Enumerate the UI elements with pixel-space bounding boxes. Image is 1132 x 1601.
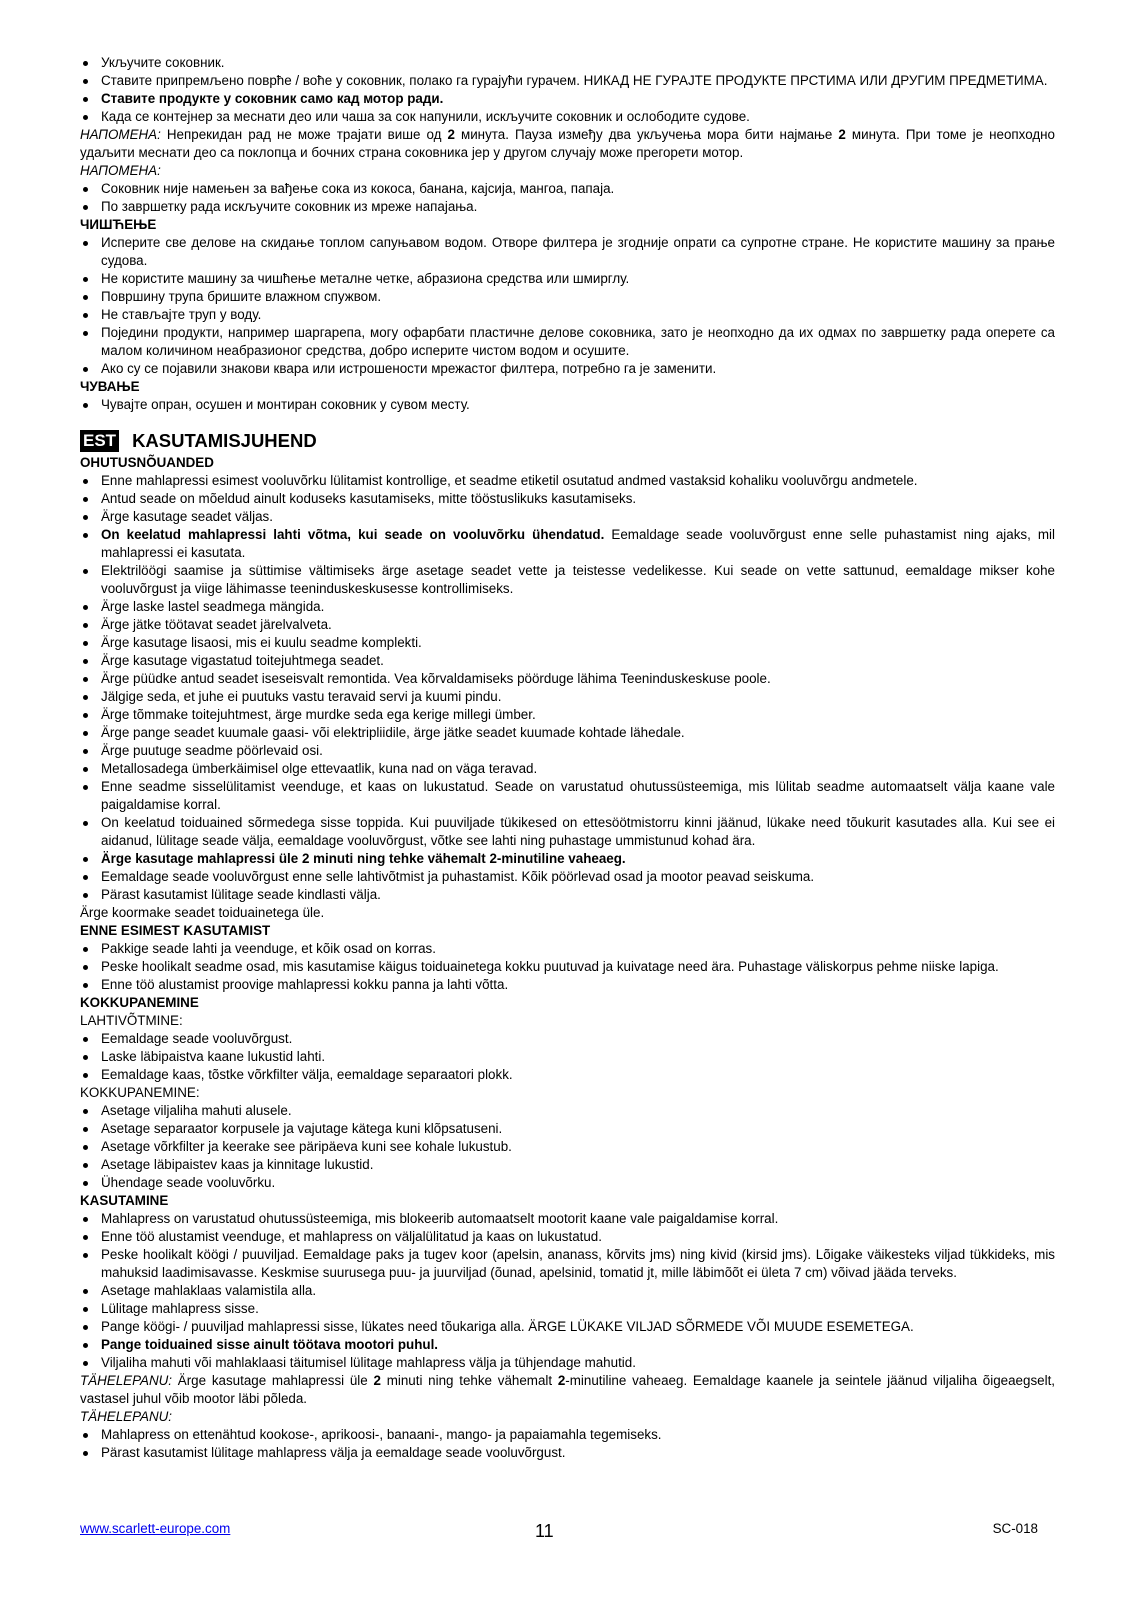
- list-item: Enne töö alustamist veenduge, et mahlapress on väljalülitatud ja kaas on lukustatud.: [80, 1228, 1055, 1246]
- list-item: Pange toiduained sisse ainult töötava mootori puhul.: [80, 1336, 1055, 1354]
- list-item: Pange köögi- / puuviljad mahlapressi sisse, lükates need tõukariga alla. ÄRGE LÜKAKE VILJAD SÕRMEDE VÕI MUUDE ESEMETEGA.: [80, 1318, 1055, 1336]
- attention-label: TÄHELEPANU:: [80, 1409, 173, 1424]
- note-text: минута. При томе је неопходно удаљити меснати део са поклопца и бочних страна соковника јер у другом случају може прегорети мотор.: [80, 127, 1056, 160]
- disassembly-subheading: LAHTIVÕTMINE:: [80, 1013, 183, 1028]
- serbian-note-list: [80, 180, 1055, 216]
- list-item: Asetage viljaliha mahuti alusele.: [80, 1102, 1055, 1120]
- list-item: Ühendage seade vooluvõrku.: [80, 1174, 1055, 1192]
- list-item: Eemaldage seade vooluvõrgust.: [80, 1030, 1055, 1048]
- list-item: Укључите соковник.: [80, 54, 1055, 72]
- list-item: Elektrilöögi saamise ja süttimise vältimiseks ärge asetage seadet vette ja teistesse vedelikesse. Kui seade on vette sattunud, eemaldage mikser kohe vooluvõrgust ja viige lähimasse teeninduskeskusesse kontrollimiseks.: [80, 562, 1055, 598]
- list-item: Pärast kasutamist lülitage mahlapress välja ja eemaldage seade vooluvõrgust.: [80, 1444, 1055, 1462]
- list-item: Laske läbipaistva kaane lukustid lahti.: [80, 1048, 1055, 1066]
- list-item: Не стављајте труп у воду.: [80, 306, 1055, 324]
- model-number: SC-018: [992, 1521, 1038, 1536]
- list-item: Viljaliha mahuti või mahlaklaasi täitumisel lülitage mahlapress välja ja tühjendage mahutid.: [80, 1354, 1055, 1372]
- list-item: Antud seade on mõeldud ainult koduseks kasutamiseks, mitte tööstuslikuks kasutamiseks.: [80, 490, 1055, 508]
- safety-plain-line: Ärge koormake seadet toiduainetega üle.: [80, 905, 325, 920]
- list-item: Исперите све делове на скидање топлом сапуњавом водом. Отворе филтера је згодније опрати са супротне стране. Не користите машину за прање судова.: [80, 234, 1055, 270]
- list-item: Asetage separaator korpusele ja vajutage kätega kuni klõpsatuseni.: [80, 1120, 1055, 1138]
- list-item: Metallosadega ümberkäimisel olge ettevaatlik, kuna nad on väga teravad.: [80, 760, 1055, 778]
- list-item: Соковник није намењен за вађење сока из кокоса, банана, кајсија, мангоа, папаја.: [80, 180, 1055, 198]
- list-item: Enne seadme sisselülitamist veenduge, et kaas on lukustatud. Seade on varustatud ohutussüsteemiga, mis lülitab seadme automaatselt välja kaane vale paigaldamise korral.: [80, 778, 1055, 814]
- bold-lead: On keelatud mahlapressi lahti võtma, kui seade on vooluvõrku ühendatud.: [101, 527, 605, 542]
- list-item: Ärge kasutage seadet väljas.: [80, 508, 1055, 526]
- website-link[interactable]: www.scarlett-europe.com: [80, 1521, 231, 1536]
- usage-heading: KASUTAMINE: [80, 1193, 169, 1208]
- list-item: Asetage mahlaklaas valamistila alla.: [80, 1282, 1055, 1300]
- list-item: Eemaldage seade vooluvõrgust enne selle lahtivõtmist ja puhastamist. Kõik pöörlevad osad ja mootor peavad seiskuma.: [80, 868, 1055, 886]
- note-text: -minutiline vaheaeg. Eemaldage kaanele ja seintele jäänud viljaliha õigeaegselt, vastasel juhul võib mootor läbi põleda.: [80, 1373, 1056, 1406]
- list-item: Eemaldage kaas, tõstke võrkfilter välja, eemaldage separaatori plokk.: [80, 1066, 1055, 1084]
- disassembly-list: [80, 1030, 1055, 1084]
- list-item: По завршетку рада искључите соковник из мреже напајања.: [80, 198, 1055, 216]
- section-heading: [80, 429, 1055, 453]
- list-item: Lülitage mahlapress sisse.: [80, 1300, 1055, 1318]
- item-text: Eemaldage seade vooluvõrgust enne selle puhastamist ning ajaks, mil mahlapressi ei kasutata.: [101, 527, 1055, 560]
- list-item: Pakkige seade lahti ja veenduge, et kõik osad on korras.: [80, 940, 1055, 958]
- assembly-list: [80, 1102, 1055, 1192]
- serbian-note-label: НАПОМЕНА:: [80, 163, 161, 178]
- storage-list: [80, 396, 1055, 414]
- list-item: Peske hoolikalt seadme osad, mis kasutamise käigus toiduainetega kokku puutuvad ja kuivatage need ära. Puhastage väliskorpus pehme niiske lapiga.: [80, 958, 1055, 976]
- list-item: Ärge kasutage lisaosi, mis ei kuulu seadme komplekti.: [80, 634, 1055, 652]
- note-number: 2: [373, 1373, 381, 1388]
- list-item: Када се контејнер за меснати део или чаша за сок напунили, искључите соковник и ослободите судове.: [80, 108, 1055, 126]
- list-item: Pärast kasutamist lülitage seade kindlasti välja.: [80, 886, 1055, 904]
- cleaning-heading: ЧИШЋЕЊЕ: [80, 217, 157, 232]
- language-badge: EST: [80, 430, 119, 452]
- attention-note: [80, 1372, 1055, 1408]
- list-item: Enne mahlapressi esimest vooluvõrku lülitamist kontrollige, et seadme etiketil osutatud andmed vastaksid kohaliku vooluvõrgu andmetele.: [80, 472, 1055, 490]
- serbian-note: [80, 126, 1055, 162]
- list-item: On keelatud toiduained sõrmedega sisse toppida. Kui puuviljade tükikesed on ettesöötmistorru kinni jäänud, lükake need tõukurit kasutades alla. Kui see ei aidanud, lülitage seade välja, eemaldage vooluvõrgust, võtke see lahti ning puhastage ummistunud kohad ära.: [80, 814, 1055, 850]
- list-item: Површину трупа бришите влажном спужвом.: [80, 288, 1055, 306]
- list-item: Ärge tõmmake toitejuhtmest, ärge murdke seda ega kerige millegi ümber.: [80, 706, 1055, 724]
- note-number: 2: [447, 127, 455, 142]
- list-item: Чувајте опран, осушен и монтиран соковник у сувом месту.: [80, 396, 1055, 414]
- list-item: Enne töö alustamist proovige mahlapressi kokku panna ja lahti võtta.: [80, 976, 1055, 994]
- note-label: TÄHELEPANU:: [80, 1373, 173, 1388]
- note-label: НАПОМЕНА:: [80, 127, 161, 142]
- note-text: Ärge kasutage mahlapressi üle: [172, 1373, 374, 1388]
- section-title: KASUTAMISJUHEND: [132, 430, 317, 451]
- before-first-use-heading: ENNE ESIMEST KASUTAMIST: [80, 923, 271, 938]
- list-item: Asetage läbipaistev kaas ja kinnitage lukustid.: [80, 1156, 1055, 1174]
- list-item: Asetage võrkfilter ja keerake see päripäeva kuni see kohale lukustub.: [80, 1138, 1055, 1156]
- list-item: Ставите продукте у соковник само кад мотор ради.: [80, 90, 1055, 108]
- note-text: минута. Пауза између два укључења мора бити најмање: [454, 127, 839, 142]
- note-text: Непрекидан рад не може трајати више од: [160, 127, 448, 142]
- list-item: Ставите припремљено поврће / воће у соковник, полако га гурајући гурачем. НИКАД НЕ ГУРАЈТЕ ПРОДУКТЕ ПРСТИМА ИЛИ ДРУГИМ ПРЕДМЕТИМА.: [80, 72, 1055, 90]
- attention-list: [80, 1426, 1055, 1462]
- list-item: Ärge püüdke antud seadet iseseisvalt remontida. Vea kõrvaldamiseks pöörduge lähima Teeninduskeskuse poole.: [80, 670, 1055, 688]
- list-item: Peske hoolikalt köögi / puuviljad. Eemaldage paks ja tugev koor (apelsin, ananass, kõrvits jms) ning kivid (kirsid jms). Lõigake väikesteks viljad tükkideks, mis mahuksid laadimisavasse. Keskmise suurusega puu- ja juurviljad (õunad, apelsinid, tomatid jt, mille läbimõõt ei ületa 7 cm) võivad jääda terveks.: [80, 1246, 1055, 1282]
- note-number: 2: [838, 127, 846, 142]
- list-item: Ärge kasutage mahlapressi üle 2 minuti ning tehke vähemalt 2-minutiline vaheaeg.: [80, 850, 1055, 868]
- usage-list: [80, 1210, 1055, 1372]
- list-item: Mahlapress on ettenähtud kookose-, aprikoosi-, banaani-, mango- ja papaiamahla tegemiseks.: [80, 1426, 1055, 1444]
- list-item: Ärge puutuge seadme pöörlevaid osi.: [80, 742, 1055, 760]
- list-item: Mahlapress on varustatud ohutussüsteemiga, mis blokeerib automaatselt mootorit kaane vale paigaldamise korral.: [80, 1210, 1055, 1228]
- page-number: 11: [535, 1521, 554, 1541]
- page-footer: [80, 1520, 1055, 1550]
- safety-list: [80, 472, 1055, 904]
- note-number: 2: [557, 1373, 566, 1388]
- list-item: Поједини продукти, например шаргарепа, могу офарбати пластичне делове соковника, зато је неопходно да их одмах по завршетку рада оперете са малом количином неабразионог средства, добро исперите чистом водом и осушите.: [80, 324, 1055, 360]
- list-item: [80, 526, 1055, 562]
- cleaning-list: [80, 234, 1055, 378]
- note-text: minuti ning tehke vähemalt: [380, 1373, 558, 1388]
- storage-heading: ЧУВАЊЕ: [80, 379, 140, 394]
- list-item: Ärge jätke töötavat seadet järelvalveta.: [80, 616, 1055, 634]
- list-item: Ärge laske lastel seadmega mängida.: [80, 598, 1055, 616]
- safety-heading: OHUTUSNÕUANDED: [80, 455, 214, 470]
- page-content: [80, 54, 1055, 1462]
- list-item: Jälgige seda, et juhe ei puutuks vastu teravaid servi ja kuumi pindu.: [80, 688, 1055, 706]
- list-item: Не користите машину за чишћење металне четке, абразиона средства или шмирглу.: [80, 270, 1055, 288]
- before-first-use-list: [80, 940, 1055, 994]
- list-item: Ärge pange seadet kuumale gaasi- või elektripliidile, ärge jätke seadet kuumade kohtade lähedale.: [80, 724, 1055, 742]
- serbian-usage-list: [80, 54, 1055, 126]
- assembly-heading: KOKKUPANEMINE: [80, 995, 199, 1010]
- list-item: Ärge kasutage vigastatud toitejuhtmega seadet.: [80, 652, 1055, 670]
- assembly-subheading: KOKKUPANEMINE:: [80, 1085, 200, 1100]
- list-item: Ако су се појавили знакови квара или истрошености мрежастог филтера, потребно га је заменити.: [80, 360, 1055, 378]
